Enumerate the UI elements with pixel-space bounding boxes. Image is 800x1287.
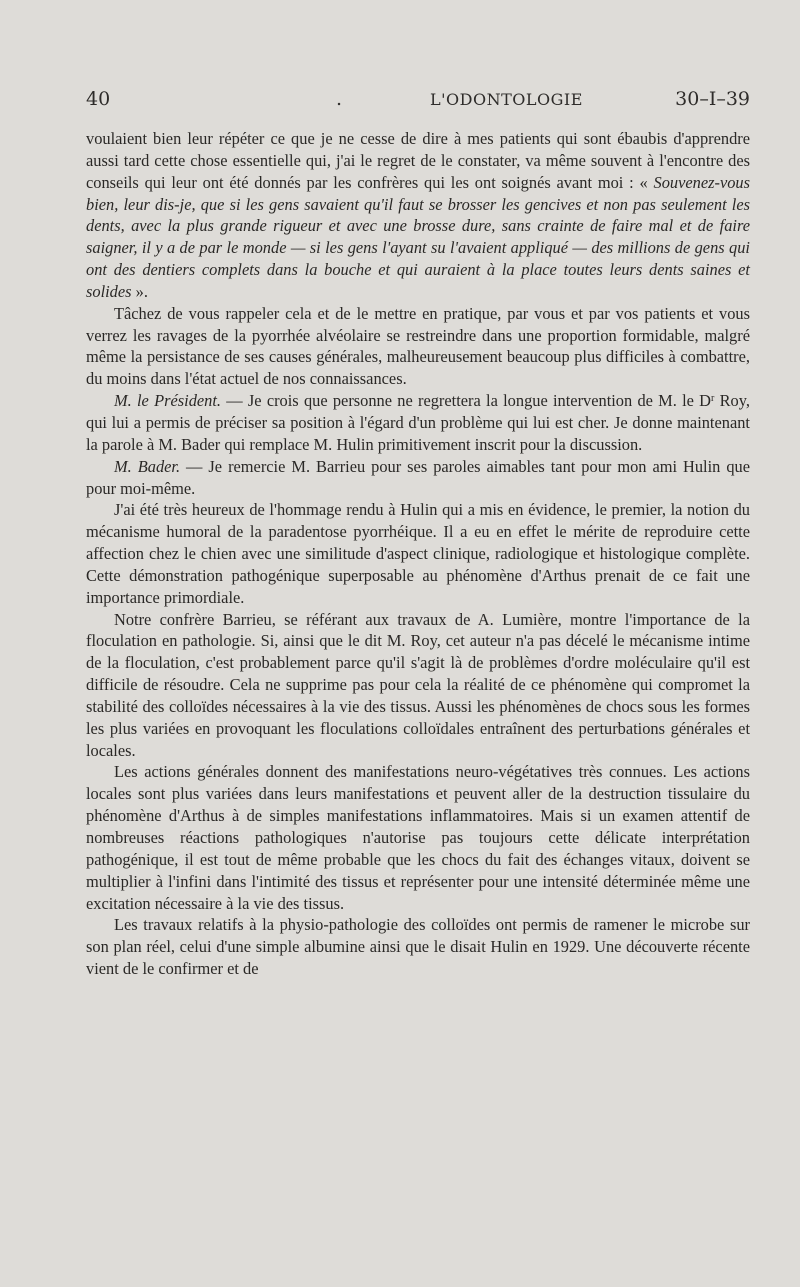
paragraph: Les travaux relatifs à la physio-pathologie des colloïdes ont permis de ramener le microbe sur son plan réel, celui d'une simple albumine ainsi que le disait Hulin en 1929. Une découverte récente vient de le confirmer et de <box>86 915 750 979</box>
paragraph: Notre confrère Barrieu, se référant aux travaux de A. Lumière, montre l'importance de la floculation en pathologie. Si, ainsi que le dit M. Roy, cet auteur n'a pas décelé le mécanisme intime de la floculation, c'est probablement parce qu'il s'agit là de problèmes d'ordre moléculaire qu'il est difficile de résoudre. Cela ne supprime pas pour cela la réalité de ce phénomène qui compromet la stabilité des colloïdes nécessaires à la vie des tissus. Aussi les phénomènes de chocs sous les formes les plus variées en provoquant les floculations colloïdales entraînent des perturbations générales et locales. <box>86 609 750 760</box>
page-number: 40 <box>86 88 111 110</box>
quotation: Souvenez-vous bien, leur dis-je, que si les gens savaient qu'il faut se brosser les gencives et non pas seulement les dents, avec la plus grande rigueur et avec une brosse dure, sans crainte de faire mal et de faire saigner, il y a de par le monde — si les gens l'ayant su l'avaient appliqué — des millions de gens qui ont des dentiers complets dans la bouche et qui auraient à la place toutes leurs dents saines et solides <box>86 172 750 301</box>
header-separator: . <box>336 88 343 110</box>
issue-date: 30–I–39 <box>675 88 750 110</box>
paragraph <box>86 456 750 500</box>
speaker-name: M. Bader. <box>114 456 181 476</box>
running-header <box>86 88 750 114</box>
paragraph: J'ai été très heureux de l'hommage rendu à Hulin qui a mis en évidence, le premier, la notion du mécanisme humoral de la paradentose pyorrhéique. Il a eu en effet le mérite de reproduire cette affection chez le chien avec une similitude d'aspect clinique, radiologique et histologique complète. Cette démonstration pathogénique superposable au phénomène d'Arthus prenait de ce fait une importance primordiale. <box>86 500 750 607</box>
paragraph <box>86 128 750 303</box>
speaker-name: M. le Président. <box>114 391 222 411</box>
paragraph-intro: voulaient bien leur répéter ce que je ne cesse de dire à mes patients qui sont ébaubis d'apprendre aussi tard cette chose essentielle qui, j'ai le regret de le constater, va même souvent à l'encontre des conseils qui leur ont été donnés par les confrères qui les ont soignés avant moi : « <box>86 129 750 192</box>
quotation-close: ». <box>131 281 148 301</box>
paragraph <box>86 390 750 456</box>
speech-text: — Je remercie M. Barrieu pour ses paroles aimables tant pour mon ami Hulin que pour moi-même. <box>86 456 751 498</box>
paragraph: Les actions générales donnent des manifestations neuro-végétatives très connues. Les actions locales sont plus variées dans leurs manifestations et peuvent aller de la destruction tissulaire du phénomène d'Arthus à de simples manifestations inflammatoires. Mais si un examen attentif de nombreuses réactions pathologiques n'autorise pas toujours cette délicate interprétation pathogénique, il est tout de même probable que les chocs du fait des échanges vitaux, doivent se multiplier à l'infini dans l'intimité des tissus et représenter pour une intensité déterminée même une excitation nécessaire à la vie des tissus. <box>86 762 750 913</box>
article-body <box>86 128 750 980</box>
speech-text: — Je crois que personne ne regrettera la longue intervention de M. le D <box>221 391 712 411</box>
title-superscript: r <box>711 393 715 405</box>
speech-text: Roy, qui lui a permis de préciser sa position à l'égard d'un problème qui lui est cher. Je donne maintenant la parole à M. Bader qui remplace M. Hulin primitivement inscrit pour la discussion. <box>86 391 750 454</box>
paragraph: Tâchez de vous rappeler cela et de le mettre en pratique, par vous et par vos patients et vous verrez les ravages de la pyorrhée alvéolaire se restreindre dans une proportion formidable, malgré même la persistance de ses causes générales, malheureusement beaucoup plus difficiles à combattre, du moins dans l'état actuel de nos connaissances. <box>86 303 750 389</box>
journal-title: L'ODONTOLOGIE <box>430 90 583 109</box>
